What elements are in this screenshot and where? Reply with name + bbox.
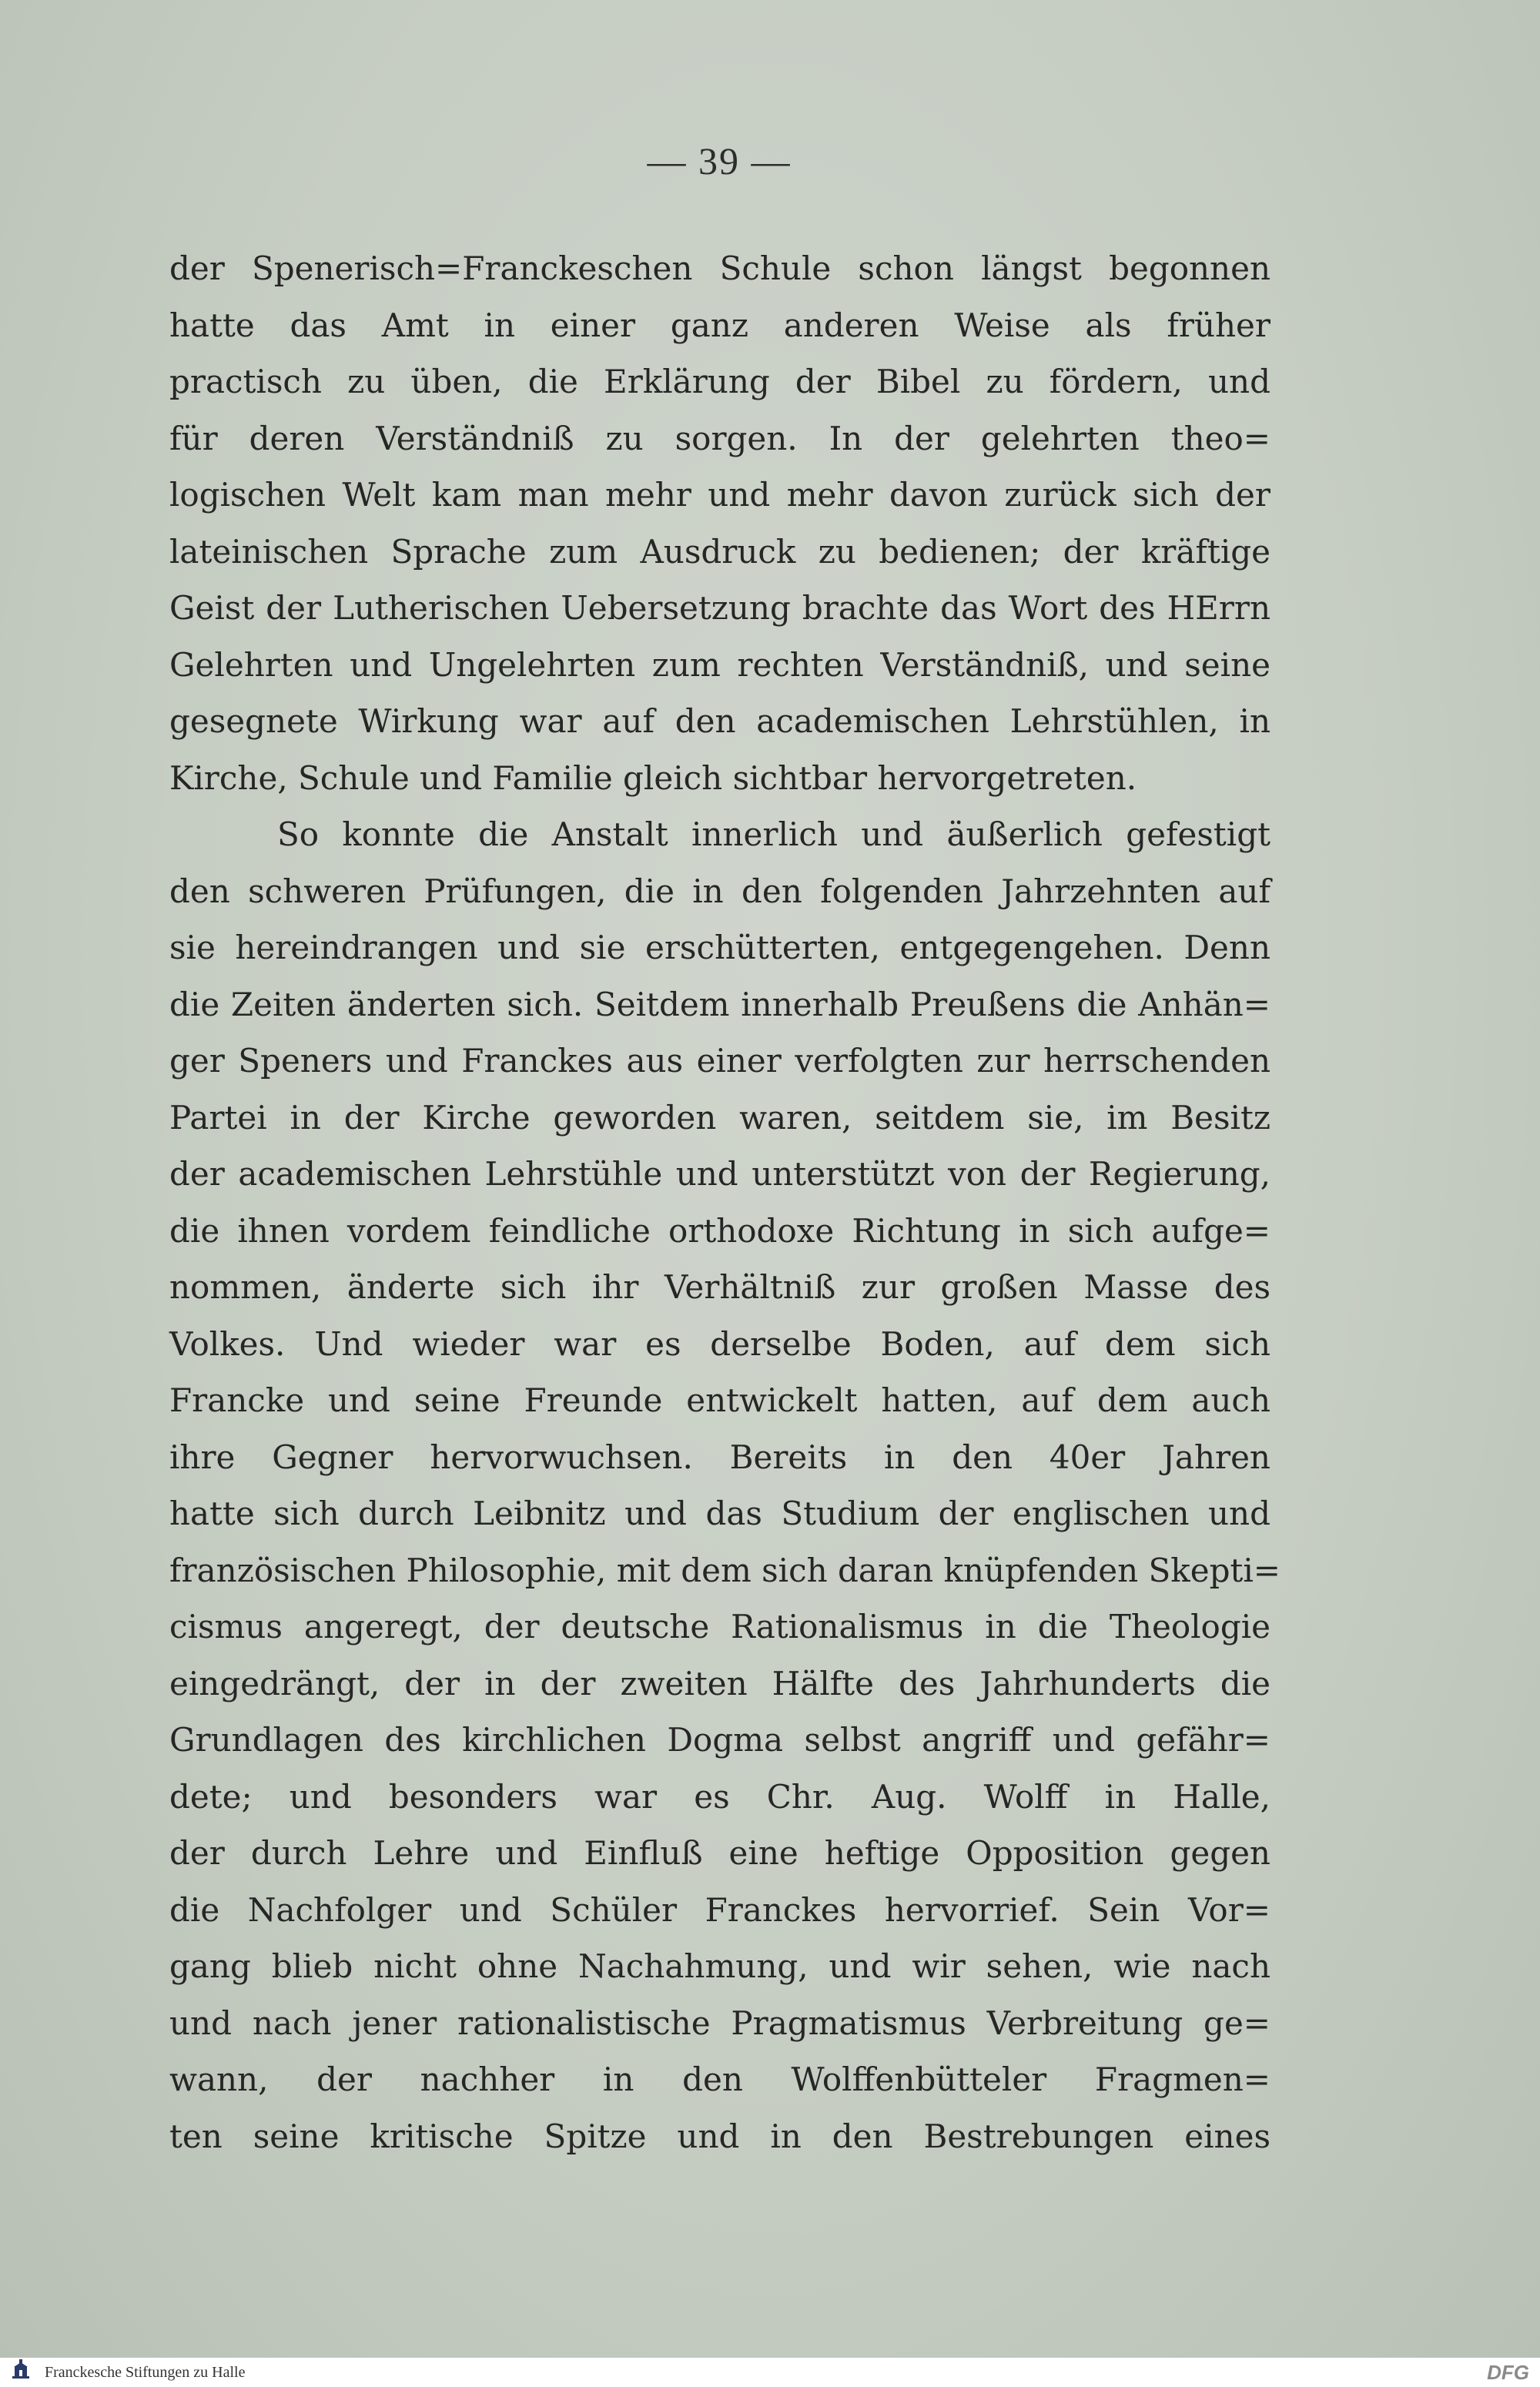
text-line: Volkes. Und wieder war es derselbe Boden, auf dem sich <box>169 1324 1270 1363</box>
dfg-logo: DFG <box>1487 2361 1529 2384</box>
text-line: Partei in der Kirche geworden waren, seitdem sie, im Besitz <box>169 1098 1270 1137</box>
paragraph-first-line: So konnte die Anstalt innerlich und äußerlich gefestigt <box>277 815 1270 853</box>
text-line: die Nachfolger und Schüler Franckes hervorrief. Sein Vor= <box>169 1890 1270 1929</box>
text-line: der Spenerisch=Franckeschen Schule schon längst begonnen <box>169 249 1270 287</box>
stiftungen-emblem-icon <box>11 2358 31 2381</box>
text-line: nommen, änderte sich ihr Verhältniß zur großen Masse des <box>169 1268 1270 1306</box>
text-line: hatte sich durch Leibnitz und das Studium der englischen und <box>169 1495 1270 1532</box>
page-number: — 39 — <box>647 139 792 182</box>
footer-bar <box>0 2358 1540 2387</box>
text-line: logischen Welt kam man mehr und mehr davon zurück sich der <box>169 476 1270 514</box>
text-line: der academischen Lehrstühle und unterstützt von der Regierung, <box>169 1155 1270 1193</box>
text-line: practisch zu üben, die Erklärung der Bibel zu fördern, und <box>169 363 1270 400</box>
text-line: gesegnete Wirkung war auf den academischen Lehrstühlen, in <box>169 702 1270 740</box>
text-line: lateinischen Sprache zum Ausdruck zu bedienen; der kräftige <box>169 532 1270 571</box>
footer-institution: Franckesche Stiftungen zu Halle <box>45 2364 246 2381</box>
text-line: für deren Verständniß zu sorgen. In der gelehrten theo= <box>169 419 1270 457</box>
body-text <box>169 240 1281 2164</box>
text-line: die Zeiten änderten sich. Seitdem innerhalb Preußens die Anhän= <box>169 985 1270 1023</box>
text-line: Gelehrten und Ungelehrten zum rechten Verständniß, und seine <box>169 645 1270 684</box>
text-line: Kirche, Schule und Familie gleich sichtbar hervorgetreten. <box>169 758 1137 797</box>
text-line: wann, der nachher in den Wolffenbütteler Fragmen= <box>169 2061 1270 2098</box>
text-line: der durch Lehre und Einfluß eine heftige Opposition gegen <box>169 1834 1270 1872</box>
text-line: eingedrängt, der in der zweiten Hälfte des Jahrhunderts die <box>169 1664 1270 1702</box>
text-line: sie hereindrangen und sie erschütterten, entgegengehen. Denn <box>169 929 1270 966</box>
text-line: französischen Philosophie, mit dem sich daran knüpfenden Skepti= <box>169 1551 1281 1589</box>
text-line: die ihnen vordem feindliche orthodoxe Richtung in sich aufge= <box>169 1211 1270 1250</box>
text-line: Grundlagen des kirchlichen Dogma selbst angriff und gefähr= <box>169 1721 1270 1759</box>
text-line: und nach jener rationalistische Pragmatismus Verbreitung ge= <box>169 2004 1270 2042</box>
text-line: dete; und besonders war es Chr. Aug. Wolff in Halle, <box>169 1777 1270 1816</box>
text-line: cismus angeregt, der deutsche Rationalismus in die Theologie <box>169 1608 1270 1645</box>
text-line: ger Speners und Franckes aus einer verfolgten zur herrschenden <box>169 1042 1270 1080</box>
text-line: Francke und seine Freunde entwickelt hatten, auf dem auch <box>169 1381 1270 1419</box>
text-line: ten seine kritische Spitze und in den Bestrebungen eines <box>169 2117 1270 2155</box>
text-line: Geist der Lutherischen Uebersetzung brachte das Wort des HErrn <box>169 589 1270 627</box>
text-line: gang blieb nicht ohne Nachahmung, und wir sehen, wie nach <box>169 1947 1270 1985</box>
text-line: den schweren Prüfungen, die in den folgenden Jahrzehnten auf <box>169 872 1270 910</box>
text-line: ihre Gegner hervorwuchsen. Bereits in den 40er Jahren <box>169 1438 1270 1476</box>
text-line: hatte das Amt in einer ganz anderen Weise als früher <box>169 306 1270 344</box>
